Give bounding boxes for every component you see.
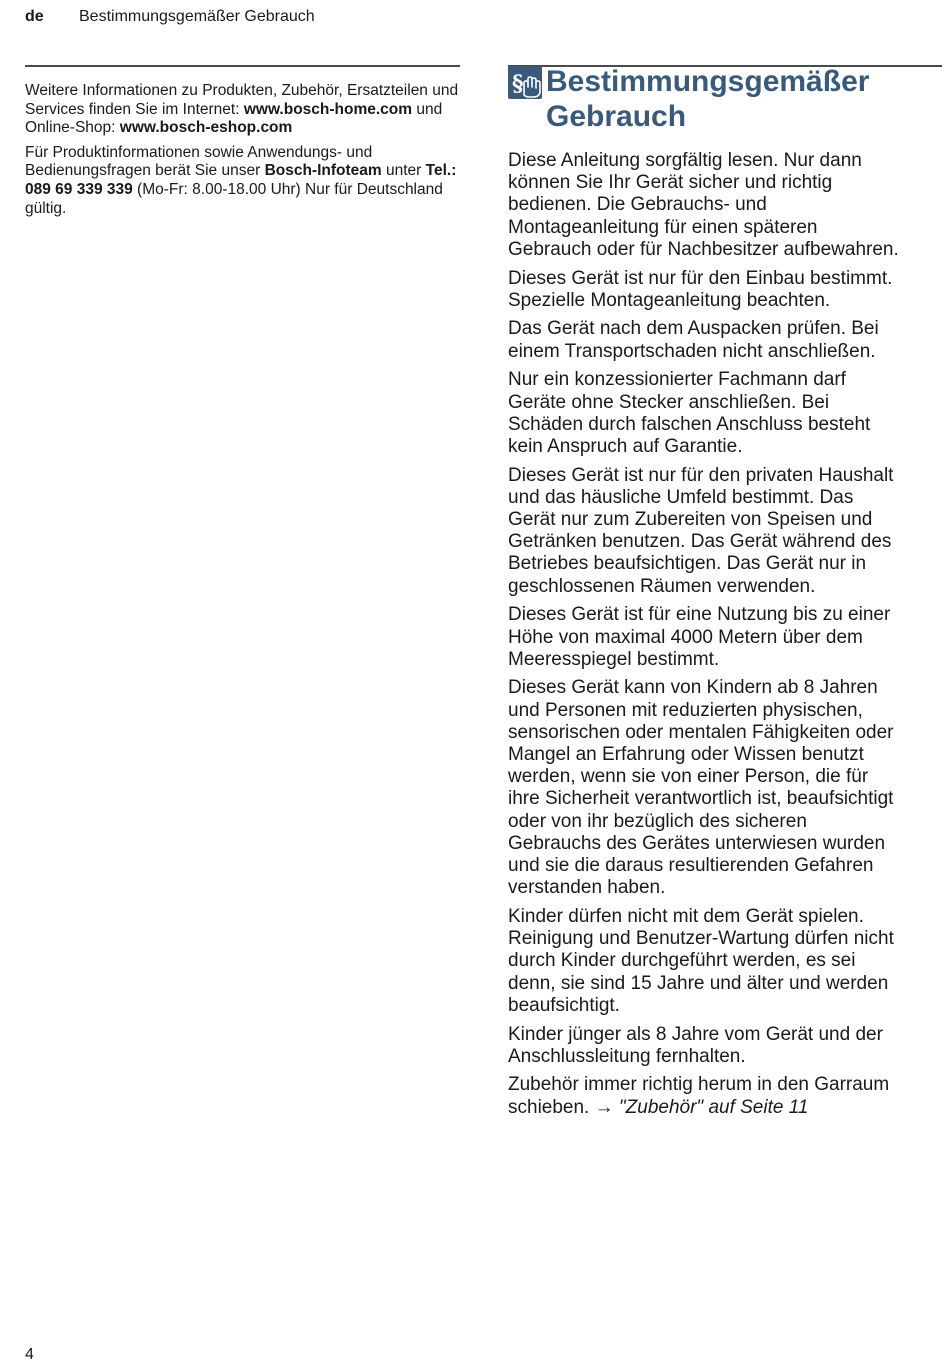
arrow-right-icon: →	[594, 1096, 614, 1118]
left-column-rule	[25, 65, 460, 67]
body-paragraph: Diese Anleitung sorgfältig lesen. Nur dann können Sie Ihr Gerät sicher und richtig bedienen. Die Gebrauchs- und Montageanleitung für einen späteren Gebrauch oder für Nachbesitzer aufbewahren.	[508, 150, 899, 260]
section-title	[546, 64, 946, 134]
body-paragraph: Das Gerät nach dem Auspacken prüfen. Bei einem Transportschaden nicht anschließen.	[508, 318, 879, 362]
service-info-text: und Online-Shop:	[25, 100, 443, 137]
body-paragraph: Kinder jünger als 8 Jahre vom Gerät und der Anschlussleitung fernhalten.	[508, 1023, 883, 1067]
body-paragraph: Dieses Gerät kann von Kindern ab 8 Jahren und Personen mit reduzierten physischen, sensorischen oder mentalen Fähigkeiten oder Mangel an Erfahrung oder Wissen benutzt werden, wenn sie von einer Person, die für ihre Sicherheit verantwortlich ist, beaufsichtigt oder von ihr bezüglich des sicheren Gebrauchs des Gerätes unterwiesen wurden und sie die daraus resultierenden Gefahren verstanden haben.	[508, 677, 894, 899]
body-paragraph: Nur ein konzessionierter Fachmann darf Geräte ohne Stecker anschließen. Bei Schäden durch falschen Anschluss besteht kein Anspruch auf Garantie.	[508, 369, 871, 457]
phone-number: Tel.: 089 69 339 339	[25, 162, 457, 198]
cross-reference-link[interactable]: "Zubehör" auf Seite 11	[618, 1096, 809, 1118]
hotline-text: Für Produktinformationen sowie Anwendungs- und Bedienungsfragen berät Sie unser	[25, 143, 373, 180]
body-paragraph: Dieses Gerät ist für eine Nutzung bis zu einer Höhe von maximal 4000 Metern über dem Meeresspiegel bestimmt.	[508, 604, 891, 670]
body-paragraph-with-reference	[508, 1074, 948, 1118]
infoteam-name: Bosch-Infoteam	[264, 162, 382, 180]
section-title-line: Gebrauch	[546, 100, 687, 133]
paragraph-hand-icon	[508, 66, 542, 99]
page-number: 4	[25, 1346, 34, 1363]
svg-text:§: §	[512, 71, 524, 97]
hotline-text: unter	[381, 162, 426, 180]
service-info-text: Weitere Informationen zu Produkten, Zubehör, Ersatzteilen und Services finden Sie im Internet:	[25, 82, 459, 118]
body-text: Zubehör immer richtig herum in den Garraum schieben.	[508, 1074, 890, 1118]
website-link[interactable]: www.bosch-home.com	[243, 100, 413, 118]
language-code: de	[25, 8, 44, 25]
intended-use-body	[508, 150, 948, 1125]
hotline-paragraph	[25, 144, 465, 218]
body-paragraph: Dieses Gerät ist nur für den Einbau bestimmt. Spezielle Montageanleitung beachten.	[508, 267, 893, 311]
body-paragraph: Dieses Gerät ist nur für den privaten Haushalt und das häusliche Umfeld bestimmt. Das Gerät nur zum Zubereiten von Speisen und Getränken benutzen. Das Gerät während des Betriebes beaufsichtigen. Das Gerät nur in geschlossenen Räumen verwenden.	[508, 464, 894, 597]
running-header-title: Bestimmungsgemäßer Gebrauch	[79, 8, 315, 25]
section-title-line: Bestimmungsgemäßer	[546, 65, 870, 98]
body-paragraph: Kinder dürfen nicht mit dem Gerät spielen. Reinigung und Benutzer-Wartung dürfen nicht durch Kinder durchgeführt werden, es sei denn, sie sind 15 Jahre und älter und werden beaufsichtigt.	[508, 906, 894, 1016]
service-info-column	[25, 82, 465, 224]
service-info-paragraph	[25, 82, 465, 138]
eshop-link[interactable]: www.bosch-eshop.com	[119, 119, 293, 137]
hotline-text: (Mo-Fr: 8.00-18.00 Uhr) Nur für Deutschland gültig.	[25, 180, 443, 217]
